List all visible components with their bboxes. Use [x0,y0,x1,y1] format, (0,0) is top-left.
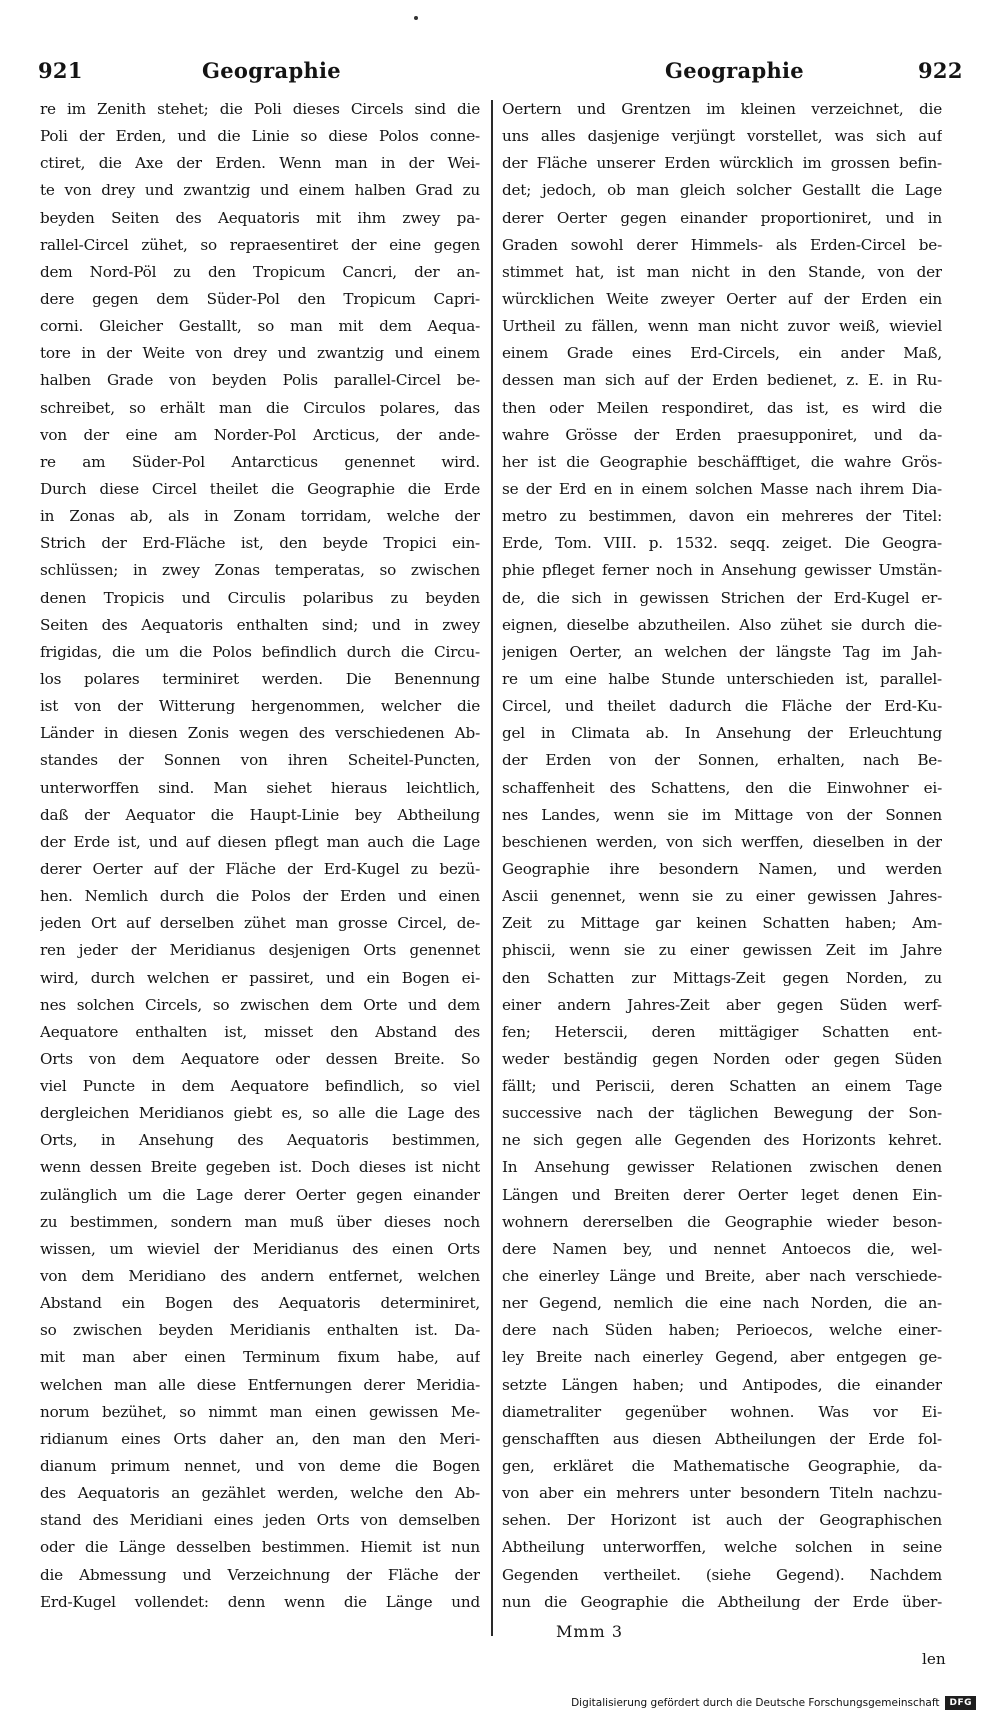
text-line: oder die Länge desselben bestimmen. Hiemit ist nun [40,1538,480,1557]
text-line: Graden sowohl derer Himmels- als Erden-Circel be- [502,235,942,254]
text-line: re um eine halbe Stunde unterschieden ist, parallel- [502,669,942,688]
text-line: metro zu bestimmen, davon ein mehreres der Titel: [502,507,942,526]
text-line: einer andern Jahres-Zeit aber gegen Süden werf- [502,995,942,1014]
text-line: dem Nord-Pöl zu den Tropicum Cancri, der an- [40,262,480,281]
text-line: beyden Seiten des Aequatoris mit ihm zwey pa- [40,208,480,227]
text-line: Durch diese Circel theilet die Geographie die Erde [40,479,480,498]
text-line: dergleichen Meridianos giebt es, so alle die Lage des [40,1104,480,1123]
text-line: wenn dessen Breite gegeben ist. Doch dieses ist nicht [40,1158,480,1177]
text-line: viel Puncte in dem Aequatore befindlich, so viel [40,1077,480,1096]
text-line: Ascii genennet, wenn sie zu einer gewissen Jahres- [502,887,942,906]
text-line: fällt; und Periscii, deren Schatten an einem Tage [502,1077,942,1096]
text-line: hen. Nemlich durch die Polos der Erden und einen [40,887,480,906]
text-line: jenigen Oerter, an welchen der längste Tag im Jah- [502,642,942,661]
text-line: von der eine am Norder-Pol Arcticus, der ande- [40,425,480,444]
text-line: die Abmessung und Verzeichnung der Fläche der [40,1565,480,1584]
text-line: Circel, und theilet dadurch die Fläche der Erd-Ku- [502,697,942,716]
left-running-title: Geographie [202,58,341,83]
text-line: daß der Aequator die Haupt-Linie bey Abtheilung [40,805,480,824]
text-line: von dem Meridiano des andern entfernet, welchen [40,1267,480,1286]
text-line: des Aequatoris an gezählet werden, welche den Ab- [40,1484,480,1503]
text-line: wissen, um wieviel der Meridianus des einen Orts [40,1239,480,1258]
text-line: che einerley Länge und Breite, aber nach verschiede- [502,1267,942,1286]
text-line: Erd-Kugel vollendet: denn wenn die Länge und [40,1592,480,1611]
text-line: Abtheilung unterworffen, welche solchen in seine [502,1538,942,1557]
right-page-number: 922 [918,58,963,83]
text-line: diametraliter gegenüber wohnen. Was vor Ei- [502,1402,942,1421]
text-line: successive nach der täglichen Bewegung der Son- [502,1104,942,1123]
text-line: Abstand ein Bogen des Aequatoris determiniret, [40,1294,480,1313]
text-line: norum bezühet, so nimmt man einen gewissen Me- [40,1402,480,1421]
left-page-number: 921 [38,58,83,83]
text-line: Aequatore enthalten ist, misset den Abstand des [40,1022,480,1041]
text-line: re im Zenith stehet; die Poli dieses Circels sind die [40,100,480,118]
text-line: Urtheil zu fällen, wenn man nicht zuvor weiß, wieviel [502,317,942,336]
digitization-footer [571,1692,976,1714]
text-line: dianum primum nennet, und von deme die Bogen [40,1457,480,1476]
left-text-column [40,96,480,1618]
digitization-credit: Digitalisierung gefördert durch die Deutsche Forschungsgemeinschaft [571,1697,940,1709]
text-line: ner Gegend, nemlich die eine nach Norden, die an- [502,1294,942,1313]
text-line: genschafften aus diesen Abtheilungen der Erde fol- [502,1429,942,1448]
text-line: se der Erd en in einem solchen Masse nach ihrem Dia- [502,479,942,498]
text-line: nun die Geographie die Abtheilung der Erde über- [502,1592,942,1611]
right-running-title: Geographie [665,58,804,83]
text-line: setzte Längen haben; und Antipodes, die einander [502,1375,942,1394]
text-line: phie pfleget ferner noch in Ansehung gewisser Umstän- [502,561,942,580]
text-line: Poli der Erden, und die Linie so diese Polos conne- [40,127,480,146]
text-line: beschienen werden, von sich werffen, dieselben in der [502,832,942,851]
text-line: Erde, Tom. VIII. p. 1532. seqq. zeiget. Die Geogra- [502,534,942,553]
text-line: stand des Meridiani eines jeden Orts von demselben [40,1511,480,1530]
text-line: mit man aber einen Terminum fixum habe, auf [40,1348,480,1367]
text-line: zu bestimmen, sondern man muß über dieses noch [40,1212,480,1231]
text-line: gel in Climata ab. In Ansehung der Erleuchtung [502,724,942,743]
text-line: ley Breite nach einerley Gegend, aber entgegen ge- [502,1348,942,1367]
text-line: Orts, in Ansehung des Aequatoris bestimmen, [40,1131,480,1150]
text-line: gen, erkläret die Mathematische Geographie, da- [502,1457,942,1476]
text-line: Orts von dem Aequatore oder dessen Breite. So [40,1049,480,1068]
text-line: der Erden von der Sonnen, erhalten, nach Be- [502,751,942,770]
text-line: würcklichen Weite zweyer Oerter auf der Erden ein [502,289,942,308]
text-line: welchen man alle diese Entfernungen derer Meridia- [40,1375,480,1394]
column-divider [491,100,493,1636]
text-line: dere Namen bey, und nennet Antoecos die, wel- [502,1239,942,1258]
text-line: der Fläche unserer Erden würcklich im grossen befin- [502,154,942,173]
text-line: ren jeder der Meridianus desjenigen Orts genennet [40,941,480,960]
catchword: len [922,1650,946,1668]
text-line: schreibet, so erhält man die Circulos polares, das [40,398,480,417]
text-line: eignen, dieselbe abzutheilen. Also zühet sie durch die- [502,615,942,634]
printer-signature: Mmm 3 [556,1622,623,1641]
text-line: sehen. Der Horizont ist auch der Geographischen [502,1511,942,1530]
text-line [502,1616,942,1618]
text-line: wohnern dererselben die Geographie wieder beson- [502,1212,942,1231]
text-line: nes solchen Circels, so zwischen dem Orte und dem [40,995,480,1014]
text-line: schaffenheit des Schattens, den die Einwohner ei- [502,778,942,797]
text-line: unterworffen sind. Man siehet hieraus leichtlich, [40,778,480,797]
text-line: nes Landes, wenn sie im Mittage von der Sonnen [502,805,942,824]
right-text-column [502,96,942,1618]
dfg-logo-icon: DFG [945,1696,976,1710]
text-line: rallel-Circel zühet, so repraesentiret der eine gegen [40,235,480,254]
text-line: dessen man sich auf der Erden bedienet, z. E. in Ru- [502,371,942,390]
text-line: wahre Grösse der Erden praesupponiret, und da- [502,425,942,444]
text-line: re am Süder-Pol Antarcticus genennet wird. [40,452,480,471]
text-line: de, die sich in gewissen Strichen der Erd-Kugel er- [502,588,942,607]
text-line: tore in der Weite von drey und zwantzig und einem [40,344,480,363]
text-line: Strich der Erd-Fläche ist, den beyde Tropici ein- [40,534,480,553]
text-line: denen Tropicis und Circulis polaribus zu beyden [40,588,480,607]
text-line: phiscii, wenn sie zu einer gewissen Zeit im Jahre [502,941,942,960]
text-line: det; jedoch, ob man gleich solcher Gestallt die Lage [502,181,942,200]
text-line: los polares terminiret werden. Die Benennung [40,669,480,688]
text-line: uns alles dasjenige verjüngt vorstellet, was sich auf [502,127,942,146]
text-line: in Zonas ab, als in Zonam torridam, welche der [40,507,480,526]
text-line: schlüssen; in zwey Zonas temperatas, so zwischen [40,561,480,580]
text-line: standes der Sonnen von ihren Scheitel-Puncten, [40,751,480,770]
text-line: ridianum eines Orts daher an, den man den Meri- [40,1429,480,1448]
text-line: Längen und Breiten derer Oerter leget denen Ein- [502,1185,942,1204]
text-line: Seiten des Aequatoris enthalten sind; und in zwey [40,615,480,634]
text-line: Oertern und Grentzen im kleinen verzeichnet, die [502,100,942,118]
text-line: corni. Gleicher Gestallt, so man mit dem Aequa- [40,317,480,336]
text-line: jeden Ort auf derselben zühet man grosse Circel, de- [40,914,480,933]
text-line: Länder in diesen Zonis wegen des verschiedenen Ab- [40,724,480,743]
text-line: Zeit zu Mittage gar keinen Schatten haben; Am- [502,914,942,933]
text-line: weder beständig gegen Norden oder gegen Süden [502,1049,942,1068]
text-line: her ist die Geographie beschäfftiget, die wahre Grös- [502,452,942,471]
text-line: stimmet hat, ist man nicht in den Stande, von der [502,262,942,281]
text-line: halben Grade von beyden Polis parallel-Circel be- [40,371,480,390]
text-line: In Ansehung gewisser Relationen zwischen denen [502,1158,942,1177]
text-line: then oder Meilen respondiret, das ist, es wird die [502,398,942,417]
text-line: ne sich gegen alle Gegenden des Horizonts kehret. [502,1131,942,1150]
text-line: derer Oerter gegen einander proportioniret, und in [502,208,942,227]
text-line: einem Grade eines Erd-Circels, ein ander Maß, [502,344,942,363]
text-line: fen; Heterscii, deren mittägiger Schatten ent- [502,1022,942,1041]
text-line: ctiret, die Axe der Erden. Wenn man in der Wei- [40,154,480,173]
text-line: wird, durch welchen er passiret, und ein Bogen ei- [40,968,480,987]
text-line: frigidas, die um die Polos befindlich durch die Circu- [40,642,480,661]
text-line: derer Oerter auf der Fläche der Erd-Kugel zu bezü- [40,859,480,878]
text-line: dere gegen dem Süder-Pol den Tropicum Capri- [40,289,480,308]
text-line: den Schatten zur Mittags-Zeit gegen Norden, zu [502,968,942,987]
text-line: dere nach Süden haben; Perioecos, welche einer- [502,1321,942,1340]
text-line: te von drey und zwantzig und einem halben Grad zu [40,181,480,200]
text-line [40,1616,480,1618]
text-line: von aber ein mehrers unter besondern Titeln nachzu- [502,1484,942,1503]
text-line: so zwischen beyden Meridianis enthalten ist. Da- [40,1321,480,1340]
text-line: Gegenden vertheilet. (siehe Gegend). Nachdem [502,1565,942,1584]
text-line: Geographie ihre besondern Namen, und werden [502,859,942,878]
text-line: ist von der Witterung hergenommen, welcher die [40,697,480,716]
text-line: der Erde ist, und auf diesen pflegt man auch die Lage [40,832,480,851]
text-line: zulänglich um die Lage derer Oerter gegen einander [40,1185,480,1204]
print-speck [414,16,418,20]
